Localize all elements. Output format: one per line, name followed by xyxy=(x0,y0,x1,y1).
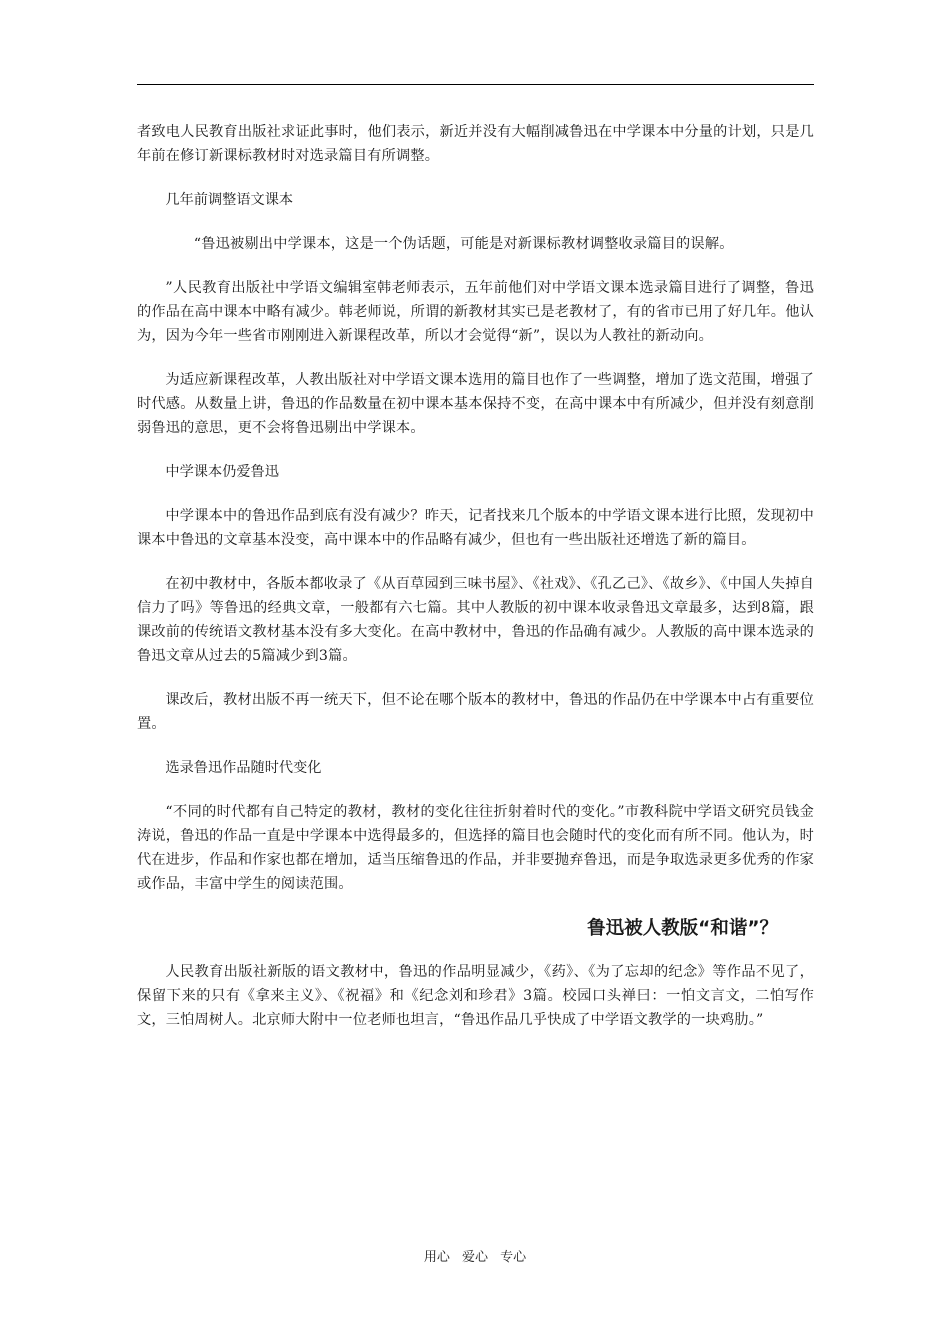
article-subtitle: 鲁迅被人教版“和谐”？ xyxy=(587,918,778,939)
section-heading-3: 选录鲁迅作品随时代变化 xyxy=(165,760,322,776)
paragraph-1: 者致电人民教育出版社求证此事时，他们表示，新近并没有大幅削减鲁迅在中学课本中分量的计划，只是几年前在修订新课标教材时对选录篇目有所调整。 xyxy=(137,124,814,164)
paragraph-8: 人民教育出版社新版的语文教材中，鲁迅的作品明显减少，《药》、《为了忘却的纪念》等作品不见了，保留下来的只有《拿来主义》、《祝福》和《纪念刘和珍君》3篇。校园口头禅曰：一怕文言文，二怕写作文，三怕周树人。北京师大附中一位老师也坦言，“鲁迅作品几乎快成了中学语文教学的一块鸡肋。” xyxy=(137,964,814,1028)
quote-paragraph: “鲁迅被剔出中学课本，这是一个伪话题，可能是对新课标教材调整收录篇目的误解。 xyxy=(193,236,734,252)
header-rule xyxy=(137,84,814,85)
paragraph-2: ”人民教育出版社中学语文编辑室韩老师表示，五年前他们对中学语文课本选录篇目进行了调整，鲁迅的作品在高中课本中略有减少。韩老师说，所谓的新教材其实已是老教材了，有的省市已用了好几年。他认为，因为今年一些省市刚刚进入新课程改革，所以才会觉得“新”，误以为人教社的新动向。 xyxy=(137,280,814,344)
section-heading-1: 几年前调整语文课本 xyxy=(165,192,294,208)
article-body xyxy=(137,120,814,1032)
section-heading-2: 中学课本仍爱鲁迅 xyxy=(165,464,279,480)
paragraph-6: 课改后，教材出版不再一统天下，但不论在哪个版本的教材中，鲁迅的作品仍在中学课本中占有重要位置。 xyxy=(137,692,814,732)
paragraph-7: “不同的时代都有自己特定的教材，教材的变化往往折射着时代的变化。”市教科院中学语文研究员钱金涛说，鲁迅的作品一直是中学课本中选得最多的，但选择的篇目也会随时代的变化而有所不同。他认为，时代在进步，作品和作家也都在增加，适当压缩鲁迅的作品，并非要抛弃鲁迅，而是争取选录更多优秀的作家或作品，丰富中学生的阅读范围。 xyxy=(137,804,814,892)
paragraph-5: 在初中教材中，各版本都收录了《从百草园到三味书屋》、《社戏》、《孔乙己》、《故乡》、《中国人失掉自信力了吗》等鲁迅的经典文章，一般都有六七篇。其中人教版的初中课本收录鲁迅文章最多，达到8篇，跟课改前的传统语文教材基本没有多大变化。在高中教材中，鲁迅的作品确有减少。人教版的高中课本选录的鲁迅文章从过去的5篇减少到3篇。 xyxy=(137,576,814,664)
paragraph-3: 为适应新课程改革，人教出版社对中学语文课本选用的篇目也作了一些调整，增加了选文范围，增强了时代感。从数量上讲，鲁迅的作品数量在初中课本基本保持不变，在高中课本中有所减少，但并没有刻意削弱鲁迅的意思，更不会将鲁迅剔出中学课本。 xyxy=(137,372,814,436)
page-footer: 用心 爱心 专心 xyxy=(423,1250,527,1265)
paragraph-4: 中学课本中的鲁迅作品到底有没有减少？昨天，记者找来几个版本的中学语文课本进行比照，发现初中课本中鲁迅的文章基本没变，高中课本中的作品略有减少，但也有一些出版社还增选了新的篇目。 xyxy=(137,508,814,548)
